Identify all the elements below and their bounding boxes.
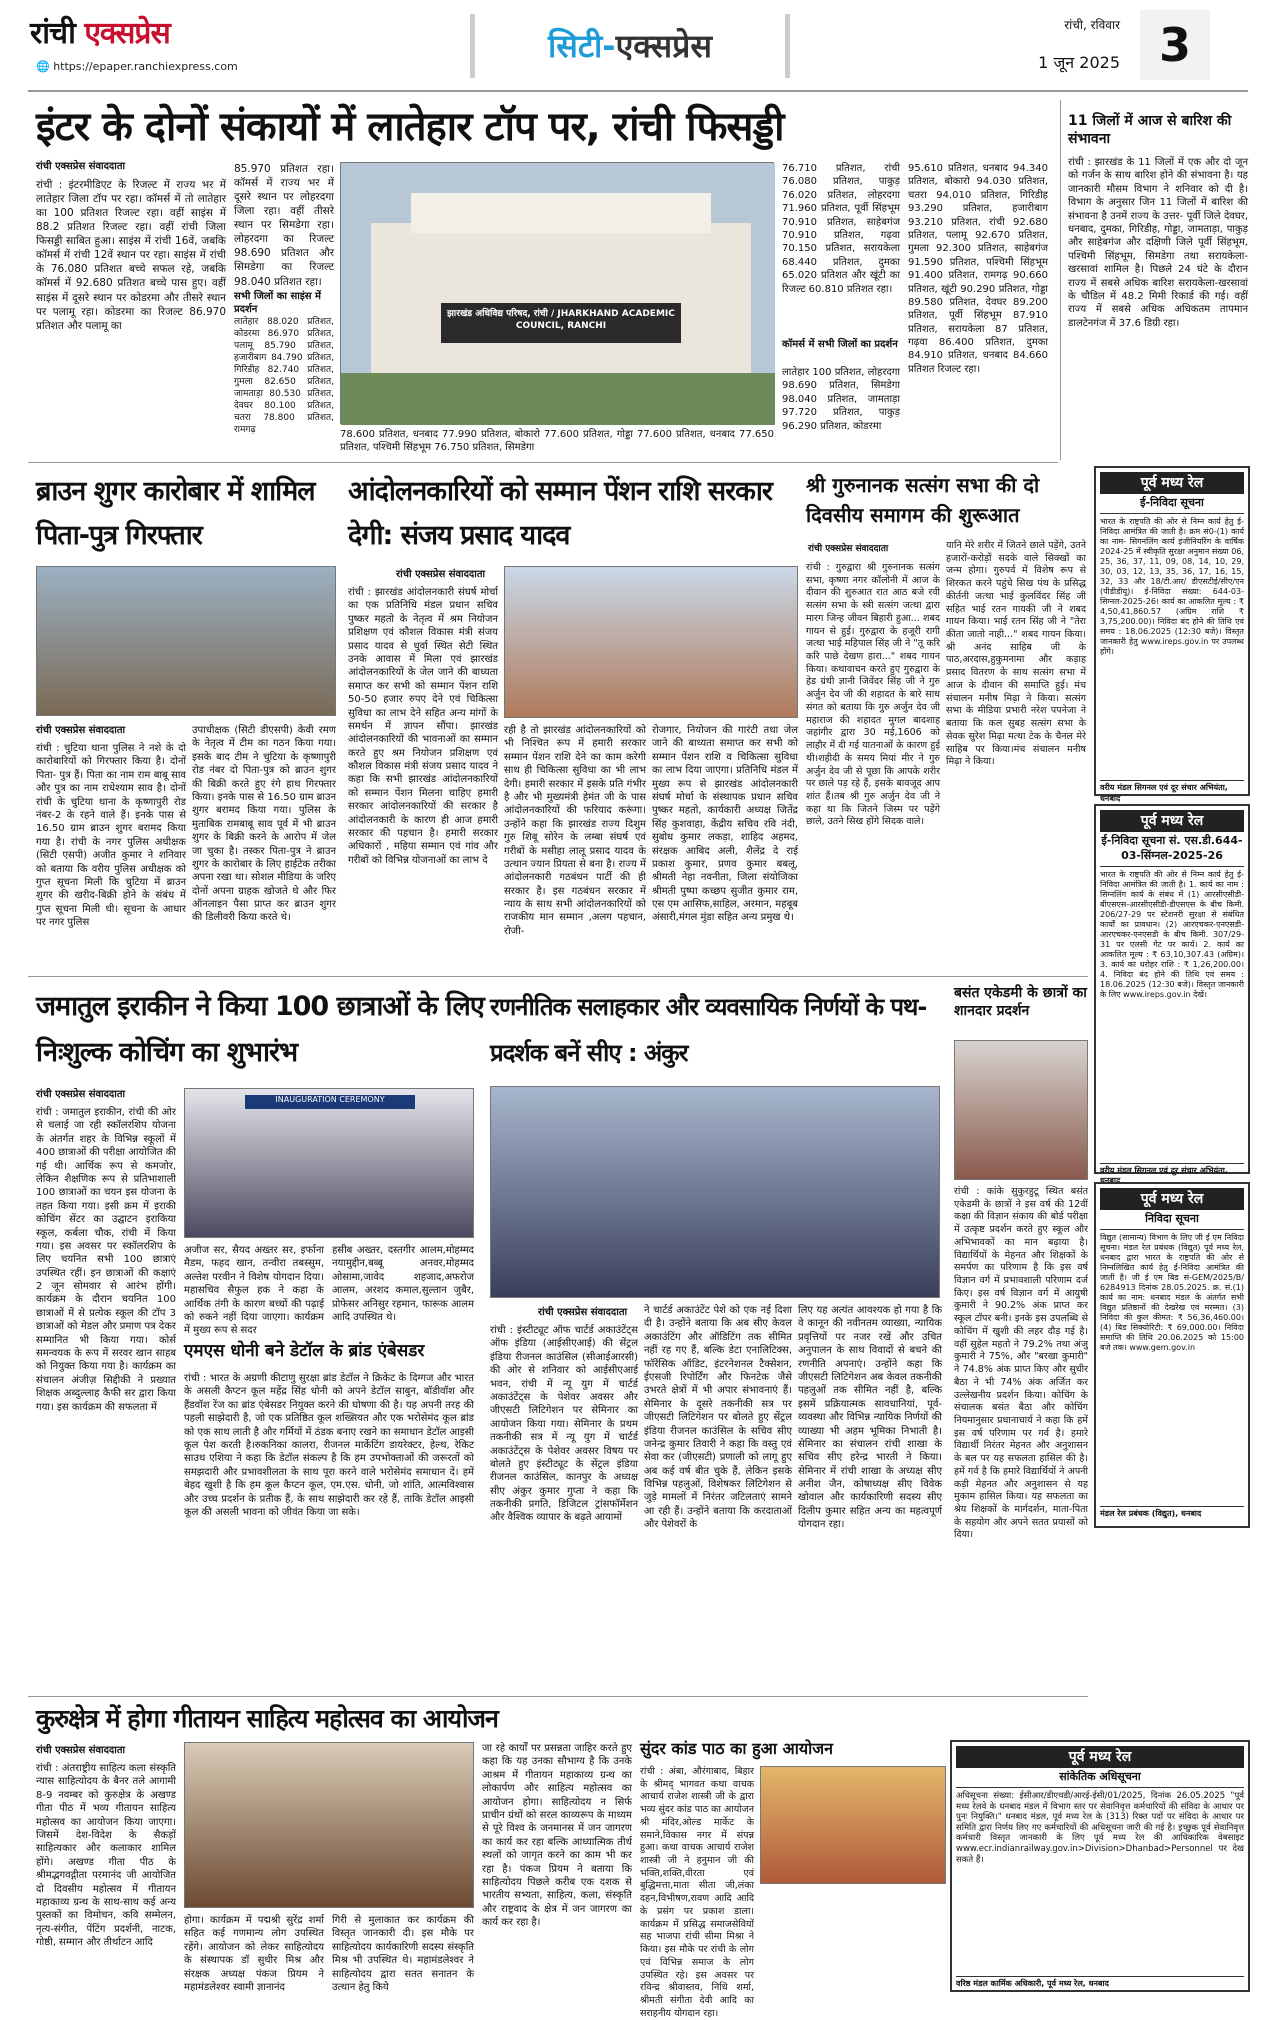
pension-col-2: रही है तो झारखंड आंदोलनकारियों को भी निश्चित रूप में हमारी सरकार सम्मान पेंशन राशि देने का काम करेगी साथ ही चिकित्सा सुविधा का भी लाभ देगी। हमारी सरकार में इसके प्रति गंभीर है और भी मुख्यमंत्री हेमंत जी के पास आंदोलनकारियों की फरियाद करूंगा। उन्होंने कहा कि झारखंड राज्य दिशुम गुरु शिबू सोरेन के लम्बा संघर्ष एवं गरीबों के मसीहा लालू प्रसाद यादव के उत्थान ज्यान प्रियता से बना है। राज्य में आंदोलनकारी गठबंधन पार्टी की ही सरकार है। इस गठबंधन सरकार में न्याय के साथ सभी आंदोलनकारियों को राजकीय मान सम्मान ,अलग पहचान, रोजी- bbox=[504, 725, 646, 937]
page-number: 3 bbox=[1140, 10, 1210, 80]
ad-head: पूर्व मध्य रेल bbox=[1100, 810, 1244, 832]
brown-byline: रांची एक्सप्रेस संवाददाता bbox=[36, 725, 126, 736]
masthead-name-a: रांची bbox=[30, 16, 75, 51]
arrest-photo bbox=[36, 566, 336, 716]
pension-photo bbox=[504, 566, 798, 718]
railway-tender-ad-3[interactable] bbox=[1094, 1182, 1250, 1528]
lead-col-4b: लातेहार 100 प्रतिशत, लोहरदगा 98.690 प्रतिशत, सिमडेगा 98.040 प्रतिशत, जामताड़ा 97.720 प्रतिशत, पाकुड़ 96.290 प्रतिशत, कोडरमा bbox=[782, 367, 900, 432]
ad-body: भारत के राष्ट्रपति की ओर से निम्न कार्य हेतु ई-निविदा आमंत्रित की जाती है। 1. कार्य का नाम : सिग्नलिंग कार्य के संबंध में (1) आरसीएसीडी-बीएसएस-आरसीएसीडी-डीएसएस के बीच किमी. 206/27-29 पर स्टेशनरी सुरक्षा से संबंधित कार्यों का प्रावधान। (2) आरएचकर-एनएसडी-आरएचकर-एनएसडी के बीच किमी. 307/29-31 पर एलसी गेट पर कार्य। 2. कार्य का आकलित मूल्य : ₹ 63,10,307.43 (अग्रिम)। 3. कार्य का धरोहर राशि : ₹ 1,26,200.00। 4. निविदा बंद होने की तिथि एवं समय : 18.06.2025 (12:30 बजे)। विस्तृत जानकारी के लिए www.ireps.gov.in देखें। bbox=[1100, 869, 1244, 999]
lead-col-1: रांची : इंटरमीडिएट के रिजल्ट में राज्य भर में लातेहार जिला टॉप पर रहा। कॉमर्स में तो लातेहार का 100 प्रतिशत रिजल्ट रहा। वहीं साइंस में 88.2 प्रतिशत रिजल्ट रहा। वहीं रांची जिला फिसड्डी साबित हुआ। साइंस में रांची 16वें, जबकि कॉमर्स में रांची 12वें स्थान पर रहा। साइंस में रांची के 76.080 प्रतिशत बच्चे सफल रहे, जबकि कॉमर्स में 92.680 प्रतिशत बच्चे पास हुए। वहीं साइंस में दूसरे स्थान पर कोडरमा और तीसरे स्थान पर पलामू रहा। कोडरमा का रिजल्ट 86.970 प्रतिशत और पलामू का bbox=[36, 179, 226, 332]
divider bbox=[1060, 100, 1061, 460]
epaper-url-text: https://epaper.ranchiexpress.com bbox=[53, 60, 238, 73]
lead-col-2b: लातेहार 88.020 प्रतिशत, कोडरमा 86.970 प्रतिशत, पलामू 85.790 प्रतिशत, हजारीबाग 84.790 प्रतिशत, गिरिडीह 82.740 प्रतिशत, गुमला 82.650 प्रतिशत, जामताड़ा 80.530 प्रतिशत, देवघर 80.100 प्रतिशत, चतरा 78.800 प्रतिशत, रामगढ़ bbox=[234, 317, 334, 436]
basant-body: रांची : कांके सुकुरहुटू स्थित बसंत एकेडमी के छात्रों ने इस वर्ष की 12वीं कक्षा की विज्ञान संकाय की बोर्ड परीक्षा में उत्कृष्ट प्रदर्शन करते हुए स्कूल और अभिभावकों का मान बढ़ाया है। विद्यार्थियों के मेहनत और शिक्षकों के समर्पण का परिणाम है कि इस वर्ष विज्ञान वर्ग में प्रभावशाली परिणाम दर्ज किए। इस वर्ष विज्ञान वर्ग में आयुषी कुमारी ने 90.2% अंक प्राप्त कर स्कूल टॉपर बनी। इनके इस उपलब्धि से कोचिंग में खुशी की लहर दौड़ गई है। वहीं सुहेल महतो ने 79.2% तथा अंजु कुमारी ने 75%, और "बरखा कुमारी" ने 74.8% अंक प्राप्त किए और सुधीर बैठा ने भी 74% अंक अर्जित कर उल्लेखनीय प्रदर्शन किया। कोचिंग के संचालक बसंत बैठा और कोचिंग नियमानुसार प्रधानाचार्य ने कहा कि हमें इस वर्ष परिणाम पर गर्व है। हमारे विद्यार्थी निरंतर मेहनत और अनुशासन के बल पर यह सफलता हासिल की है। हमें गर्व है कि हमारे विद्यार्थियों ने अपनी कड़ी मेहनत और अनुशासन से यह मुकाम हासिल किया। यह सफलता का श्रेय शिक्षकों के मार्गदर्शन, माता-पिता के सहयोग और अपने सतत प्रयासों को दिया। bbox=[954, 1186, 1088, 1541]
jamatul-photo bbox=[184, 1088, 474, 1238]
lead-under-photo: 78.600 प्रतिशत, धनबाद 77.990 प्रतिशत, बोकारो 77.600 प्रतिशत, गोड्डा 77.600 प्रतिशत, धनबाद 77.650 प्रतिशत, पश्चिमी सिंहभूम 76.750 प्रतिशत, सिमडेगा bbox=[340, 429, 774, 454]
pension-col-1: रांची : झारखंड आंदोलनकारी संघर्ष मोर्चा का एक प्रतिनिधि मंडल प्रधान सचिव पुष्कर महतो के नेतृत्व में श्रम नियोजन प्रशिक्षण एवं कौशल विकास मंत्री संजय प्रसाद यादव से धुर्वा स्थित सेटी स्थित उनके आवास में मिला एवं झारखंड आंदोलनकारियों के जेल जाने की बाध्यता समाप्त कर सभी को सम्मान पेंशन राशि 50-50 हजार रुपए देने एवं चिकित्सा सुविधा का लाभ देने सहित अन्य मांगों के समर्थन में ज्ञापन सौंपा। झारखंड आंदोलनकारियों की भावनाओं का सम्मान करते हुए श्रम नियोजन प्रशिक्षण एवं कौशल विकास मंत्री संजय प्रसाद यादव ने कहा कि सभी झारखंड आंदोलनकारियों को सम्मान पेंशन मिलना चाहिए हमारी सरकार आंदोलनकारियों की सरकार है आंदोलनकारी के कारण ही आज हमारी सरकार की पहचान है। हमारी सरकार अधिकारों , महिया सम्मान एवं गांव और गरीबों को विभिन्न योजनाओं का लाभ दे bbox=[348, 587, 498, 866]
ad-body: भारत के राष्ट्रपति की ओर से निम्न कार्य हेतु ई-निविदा आमंत्रित की जाती है। क्रम सं0-(1) कार्य का नाम- सिगनलिंग कार्य इंजीनियरिंग के वार्षिक 2024-25 में स्वीकृति सुरक्षा अनुमान संख्या 06, 25, 36, 37, 11, 09, 08, 14, 10, 29, 30, 03, 12, 13, 35, 36, 17, 16, 15, 32, 33 और 18/टी.आर/ डीएसटीई/सीए/एन (पीडीडीयू)। ई-निविदा संख्या: 644-03-सिग्नल-2025-26। कार्य का आकलित मूल्य : ₹ 4,50,41,860.57 (अग्रिम राशि ₹ 3,75,200.00)। निविदा बंद होने की तिथि एवं समय : 18.06.2025 (12:30 बजे)। विस्तृत जानकारी हेतु www.ireps.gov.in पर उपलब्ध होंगे। bbox=[1100, 516, 1244, 656]
divider bbox=[28, 976, 1088, 977]
jamatul-col-2: अजीज सर, सैयद अख्तर सर, इर्फाना मैडम, फहद खान, तन्वीरा तबस्सुम, अल्तेश परवीन ने विशेष योगदान दिया। महासचिव सैफुल हक ने कहा के आर्थिक तंगी के कारण बच्चों की पढ़ाई को रुकने नहीं दिया जाएगा। कार्यक्रम में मुख्य रूप से सदर bbox=[184, 1245, 324, 1337]
ad-foot: वरीय मंडल सिगनल एवं दूर संचार अभियंता, धनबाद bbox=[1100, 1163, 1244, 1187]
ca-byline: रांची एक्सप्रेस संवाददाता bbox=[538, 1307, 628, 1318]
brown-col-2: उपाधीक्षक (सिटी डीएसपी) केवी रमण के नेतृत्व में टीम का गठन किया गया। इसके बाद टीम ने चुटिया के कृष्णापुरी रोड नंबर दो पिता-पुत्र को ब्राउन शुगर की बिक्री करते हुए रंगे हाथ गिरफ्तार किया। इनके पास से 16.50 ग्राम ब्राउन शुगर बरामद किया गया। पुलिस के मुताबिक रामबाबू साव पूर्व में भी ब्राउन शुगर के बिक्री करने के आरोप में जेल जा चुका है। तस्कर पिता-पुत्र ने ब्राउन शुगर के कारोबार के लिए हाईटेक तरीका अपना रखा था। सोशल मीडिया के जरिए दोनों अपना ग्राहक खोजते थे और फिर ऑनलाइन पैसा प्राप्त कर ब्राउन शुगर की डिलीवरी किया करते थे। bbox=[192, 725, 336, 924]
pension-headline: आंदोलनकारियों को सम्मान पेंशन राशि सरकार देगी: संजय प्रसाद यादव bbox=[348, 476, 772, 551]
ca-col-2: ने चार्टर्ड अकाउंटेंट पेशे को एक नई दिशा दी है। उन्होंने बताया कि अब सीए केवल अकाउंटिंग और ऑडिटिंग तक सीमित नहीं रह गए हैं, बल्कि डेटा एनालिटिक्स, फॉरेंसिक ऑडिट, इंटरनेशनल टैक्सेशन, ईएसजी रिपोर्टिंग और फिनटेक जैसे उभरते क्षेत्रों में भी अपार संभावनाएं हैं। सेमिनार के दूसरे तकनीकी सत्र पर जीएसटी लिटिगेशन पर बोलते हुए सेंट्रल इंडिया रीजनल काउंसिल के सचिव सीए जनेन्द्र कुमार तिवारी ने कहा कि वस्तु एवं सेवा कर (जीएसटी) प्रणाली को लागू हुए अब कई वर्ष बीत चुके हैं, लेकिन इसके विभिन्न पहलुओं, विशेषकर लिटिगेशन से जुड़े मामलों में निरंतर जटिलताएं सामने आ रही हैं। उन्होंने बताया कि करदाताओं और पेशेवरों के bbox=[644, 1305, 792, 1531]
kurukshetra-col-4: जा रहे कार्यों पर प्रसन्नता जाहिर करते हुए कहा कि यह उनका सौभाग्य है कि उनके आश्रम में गीतायन महाकाव्य ग्रन्थ का लोकार्पण और साहित्य महोत्सव का आयोजन होगा। साहित्योदय न सिर्फ प्राचीन ग्रंथों को सरल काव्यरूप के माध्यम से पूरे विश्व के जनमानस में जन जागरण का कार्य कर रहा बल्कि आध्यात्मिक तीर्थ स्थलों को जागृत करने का काम भी कर रहा है। पंकज प्रियम ने बताया कि साहित्योदय पिछले करीब एक दशक से भारतीय सभ्यता, साहित्य, कला, संस्कृति और राष्ट्रवाद के क्षेत्र में जन जागरण का कार्य कर रहा है। bbox=[482, 1743, 632, 1929]
lead-col-5: 95.610 प्रतिशत, धनबाद 94.340 प्रतिशत, बोकारो 94.030 प्रतिशत, चतरा 94.010 प्रतिशत, गिरिडीह 93.290 प्रतिशत, हजारीबाग 93.210 प्रतिशत, रांची 92.680 प्रतिशत, पलामू 92.670 प्रतिशत, गुमला 92.300 प्रतिशत, साहेबगंज 91.590 प्रतिशत, पश्चिमी सिंहभूम 91.400 प्रतिशत, रामगढ़ 90.660 प्रतिशत, खूंटी 90.290 प्रतिशत, गोड्डा 89.580 प्रतिशत, देवघर 89.200 प्रतिशत, पूर्वी सिंहभूम 87.910 प्रतिशत, सरायकेला 87 प्रतिशत, गढ़वा 86.400 प्रतिशत, दुमका 84.910 प्रतिशत, धनबाद 84.660 प्रतिशत रिजल्ट रहा। bbox=[908, 163, 1048, 375]
place-day: रांची, रविवार bbox=[1064, 18, 1120, 32]
masthead-logo bbox=[30, 14, 300, 54]
ad-head: पूर्व मध्य रेल bbox=[956, 1746, 1244, 1768]
council-sign: झारखंड अधिविद्य परिषद, रांची / JHARKHAND ACADEMIC COUNCIL, RANCHI bbox=[447, 309, 675, 331]
sundar-body-top bbox=[640, 1766, 754, 2019]
satsang-headline: श्री गुरुनानक सत्संग सभा की दो दिवसीय समागम की शुरूआत bbox=[806, 473, 1040, 527]
sundar-body: रांची : अंबा, औरंगाबाद, बिहार के श्रीमद् भागवत कथा वाचक आचार्य राजेश शास्त्री जी के द्वारा भव्य सुंदर कांड पाठ का आयोजन श्री मंदिर,ओल्ड मार्केट के समाने,विकास नगर में संपन्न हुआ। कथा वाचक आचार्य राजेश शास्त्री जी ने हनुमान जी की भक्ति,शक्ति,वीरता एवं बुद्धिमत्ता,माता सीता जी,लंका दहन,विभीषण,रावण आदि आदि के प्रसंग पर प्रकाश डाला। कार्यक्रम में प्रसिद्ध समाजसेवियों सह भाजपा रांची सीमा मिश्रा ने किया। इस मौके पर रांची के लोग एवं विभिन्न समाज के लोग उपस्थित रहे। इस अवसर पर रविन्द्र श्रीवास्तव, निधि शर्मा, श्रीमती संगीता देवी आदि का सराहनीय योगदान रहा। bbox=[640, 1766, 754, 2019]
railway-notification-ad[interactable] bbox=[950, 1740, 1250, 1992]
dhoni-body: रांची : भारत के अग्रणी कीटाणु सुरक्षा ब्रांड डेटॉल ने क्रिकेट के दिग्गज और भारत के असली कैप्टन कूल महेंद्र सिंह धोनी को अपने डेटॉल साबुन, बॉडीवॉश और हैंडवॉश रेंज का ब्रांड एंबेसडर नियुक्त करने की घोषणा की है। यह अपनी तरह की पहली साझेदारी है, जो एक प्रतिष्ठित कूल शख्सियत और एक भरोसेमंद कूल ब्रांड को एक साथ लाती है और गर्मियों में ठंडक बनाए रखने का समाधान डेटॉल आइसी कूल पेश करती है।रुकनिका कालरा, रीजनल मार्केटिंग डायरेक्टर, हेल्थ, रेकिट साउथ एशिया ने कहा कि डेटॉल संकल्प है कि हम उपभोक्ताओं की जरूरतों को समझदारी और प्रभावशीलता के साथ पूरा करने वाले भरोसेमंद समाधान दें। हमें बेहद खुशी है कि हम कूल कैप्टन कूल, एम.एस. धोनी, जो शांति, आत्मविश्वास और उच्च प्रदर्शन के प्रतीक हैं, के साथ साझेदारी कर रहे हैं, ताकि डेटॉल आइसी कूल की असली भावना को जीवंत किया जा सके। bbox=[184, 1373, 474, 1518]
ca-col-3: लिए यह अत्यंत आवश्यक हो गया है कि वे कानून की नवीनतम व्याख्या, न्यायिक प्रवृत्तियों पर नजर रखें और उचित अनुपालन के साथ विवादों से बचने की रणनीति अपनाएं। उन्होंने कहा कि जीएसटी लिटिगेशन अब केवल तकनीकी पहलुओं तक सीमित नहीं है, बल्कि इसमें प्रक्रियात्मक सावधानियां, पूर्व-व्यवस्था और विभिन्न न्यायिक निर्णयों की व्याख्या भी अहम भूमिका निभाती है। सेमिनार का संचालन रांची शाखा के सचिव सीए हरेन्द्र भारती ने किया। सेमिनार में रांची शाखा के अध्यक्ष सीए अनीश जैन, कोषाध्यक्ष सीए विवेक खोवाल और कार्यकारिणी सदस्य सीए दिलीप कुमार सहित अन्य का महत्वपूर्ण योगदान रहा। bbox=[798, 1305, 942, 1531]
ad-sub: ई-निविदा सूचना सं. एस.डी.644-03-सिंग्नल-2025-26 bbox=[1100, 832, 1244, 866]
ad-foot: मंडल रेल प्रबंधक (विद्युत), धनबाद bbox=[1100, 1506, 1244, 1520]
kurukshetra-headline: कुरुक्षेत्र में होगा गीतायन साहित्य महोत्सव का आयोजन bbox=[36, 1704, 498, 1733]
section-title-b: एक्सप्रेस bbox=[615, 26, 713, 65]
section-title-a: सिटी- bbox=[547, 26, 616, 65]
ad-sub: सांकेतिक अधिसूचना bbox=[956, 1768, 1244, 1788]
ca-seminar-photo bbox=[490, 1086, 940, 1298]
masthead-name-b: एक्सप्रेस bbox=[84, 16, 170, 51]
student-photo bbox=[954, 1040, 1088, 1180]
kurukshetra-col-1: रांची : अंतराष्ट्रीय साहित्य कला संस्कृति न्यास साहित्योदय के बैनर तले आगामी 8-9 नवम्बर को कुरुक्षेत्र के अखण्ड गीता पीठ में भव्य गीतायन साहित्य महोत्सव का आयोजन किया जाएगा। जिसमें देश-विदेश के सैकड़ों साहित्यकार और कलाकार शामिल होंगे। अखण्ड गीता पीठ के श्रीमद्भगवद्गीता परमानंद जी आयोजित दो दिवसीय महोत्सव में गीतायन महाकाव्य ग्रन्थ के साथ-साथ कई अन्य पुस्तकों का विमोचन, कवि सम्मेलन, नृत्य-संगीत, पेंटिंग प्रदर्शनी, नाटक, गोष्ठी, सम्मान और तीर्थाटन आदि bbox=[36, 1763, 176, 1949]
basant-headline: बसंत एकेडमी के छात्रों का शानदार प्रदर्शन bbox=[954, 985, 1087, 1020]
epaper-url[interactable] bbox=[36, 60, 276, 74]
sundar-headline: सुंदर कांड पाठ का हुआ आयोजन bbox=[640, 1739, 834, 1758]
ad-head: पूर्व मध्य रेल bbox=[1100, 472, 1244, 494]
kurukshetra-col-2: होगा। कार्यक्रम में पद्मश्री सुरेंद्र शर्मा सहित कई गणमान्य लोग उपस्थित रहेंगे। आयोजन को लेकर साहित्योदय के संस्थापक डॉ सुधीर मिश्र और संरक्षक अध्यक्ष पंकज प्रियम ने महामंडलेश्वर स्वामी ज्ञानानंद bbox=[184, 1915, 324, 1993]
ca-headline: रणनीतिक सलाहकार और व्यवसायिक निर्णयों के पथ-प्रदर्शक बनें सीए : अंकुर bbox=[490, 993, 927, 1067]
ad-body: अधिसूचना संख्या: ईसीआर/डीएचडी/आरई-ईसी/01/2025, दिनांक 26.05.2025 "पूर्व मध्य रेलवे के धनबाद मंडल में विभाग स्तर पर सेवानिवृत्त कर्मचारियों की संविदा के आधार पर पुनः नियुक्ति।" धनबाद मंडल, पूर्व मध्य रेल के (313) रिक्त पदों पर संविदा के आधार पर समिति द्वारा निर्णय लिए गए कर्मचारियों की अधिसूचना जारी की गई है। इच्छुक पूर्व सेवानिवृत्त कर्मचारी विस्तृत जानकारी के लिए पूर्व मध्य रेल की आधिकारिक वेबसाइट www.ecr.indianrailway.gov.in>Division>Dhanbad>Personnel पर देख सकते हैं। bbox=[956, 1790, 1244, 1865]
academic-council-photo bbox=[340, 162, 774, 424]
brown-headline: ब्राउन शुगर कारोबार में शामिल पिता-पुत्र गिरफ्तार bbox=[36, 476, 315, 551]
dhoni-headline: एमएस धोनी बने डेटॉल के ब्रांड एंबेसडर bbox=[184, 1341, 425, 1361]
divider bbox=[28, 462, 1058, 463]
railway-tender-ad-2[interactable] bbox=[1094, 804, 1250, 1186]
kurukshetra-col-3: गिरी से मुलाकात कर कार्यक्रम की विस्तृत जानकारी दी। इस मौके पर साहित्योदय कार्यकारिणी सदस्य संस्कृति मिश्र भी उपस्थित थे। महामंडलेश्वर ने साहित्योदय द्वारा सतत सनातन के उत्थान हेतु किये bbox=[332, 1915, 474, 1993]
pension-byline: रांची एक्सप्रेस संवाददाता bbox=[396, 569, 486, 580]
building-illustration bbox=[341, 163, 775, 425]
brown-col-1: रांची : चुटिया थाना पुलिस ने नशे के दो कारोबारियों को गिरफ्तार किया है। दोनों पिता- पुत्र हैं। पिता का नाम राम बाबू साव और पुत्र का नाम राधेश्याम साव है। दोनों रांची के चुटिया थाना के कृष्णापुरी रोड नंबर-2 के रहने वाले हैं। इनके पास से 16.50 ग्राम ब्राउन शुगर बरामद किया गया है। रांची के नगर पुलिस अधीक्षक (सिटी एसपी) अजीत कुमार ने शनिवार को बताया कि वरीय पुलिस अधीक्षक को गुप्त सूचना मिली कि चुटिया में ब्राउन शुगर की खरीद-बिक्री होने के संबंध में गुप्त सूचना मिली थी। सूचना के आधार पर नगर पुलिस bbox=[36, 743, 186, 929]
lead-sub-commerce: कॉमर्स में सभी जिलों का प्रदर्शन bbox=[782, 339, 898, 350]
ca-col-1: रांची : इंस्टीट्यूट ऑफ चार्टर्ड अकाउंटेंट्स ऑफ इंडिया (आईसीएआई) की सेंट्रल इंडिया रीजनल काउंसिल (सीआईआरसी) की ओर से शनिवार को आईसीएआई भवन, रांची में न्यू युग में चार्टर्ड अकाउंटेंट्स के पेशेवर अवसर और जीएसटी लिटिगेशन पर सेमिनार का आयोजन किया गया। सेमिनार के प्रथम तकनीकी सत्र में न्यू युग में चार्टर्ड अकाउंटेंट्स के पेशेवर अवसर विषय पर बोलते हुए इंस्टीट्यूट के सेंट्रल इंडिया रीजनल काउंसिल, कानपुर के अध्यक्ष सीए अंकुर कुमार गुप्ता ने कहा कि तकनीकी प्रगति, डिजिटल ट्रांसफॉर्मेशन और वैश्विक व्यापार के बढ़ते आयामों bbox=[490, 1325, 638, 1524]
ad-head: पूर्व मध्य रेल bbox=[1100, 1188, 1244, 1210]
satsang-col-1: रांची : गुरुद्वारा श्री गुरुनानक सत्संग सभा, कृष्णा नगर कॉलोनी में आज के दीवान की शुरुआत रात आठ बजे रवी सत्संग सभा के स्त्री सत्संग जत्था द्वारा मारग जिन्ह जीवन बिहारी हुआ... शबद गायन से हुई। गुरुद्वारा के हजूरी रागी जत्था भाई महिपाल सिंह जी ने "तू करि करि पाछे देखण हारा..." शबद गायन किया। कथावाचन करते हुए गुरुद्वारा के हेड ग्रंथी ज्ञानी जिवेंदर सिंह जी ने गुरु अर्जुन देव जी की शहादत के बारे साध संगत को बताया कि गुरु अर्जुन देव जी महाराज की शहादत मुगल बादशाह जहांगीर द्वारा 30 मई,1606 को लाहौर में दी गई यातनाओं के कारण हुई थी।शहीदी के समय मियां मीर ने गुरु अर्जुन देव जी से पूछा कि आपके शरीर पर छाले पड़ रहे हैं, इसके बावजूद आप शांत हैं।तब श्री गुरु अर्जुन देव जी ने कहा था कि जितने जिस्म पर पड़ेंगे छाले, उतने सिख होंगे सिदक वाले। bbox=[806, 562, 940, 828]
globe-icon: 🌐 bbox=[36, 60, 54, 73]
satsang-col-2: यानि मेरे शरीर में जितने छाले पड़ेंगे, उतने हजारों-करोड़ों सदके वाले सिक्खों का जन्म होगा। गुरुपर्व में विशेष रूप से शिरकत करने पहुंचे सिख पंथ के प्रसिद्ध कीर्तनी जत्था भाई कुलविंदर सिंह जी सहित भाई रतन गायकी जी ने शबद गायन किया। भाई रतन सिंह जी ने "तेरा कीता जातो नाही..." शबद गायन किया। श्री अनंद साहिब जी के पाठ,अरदास,हुकुमनामा और कड़ाह प्रसाद वितरण के साथ सत्संग सभा में आज के दीवान की समाप्ति हुई। मंच संचालन मनीष मिढ़ा ने किया। सत्संग सभा के मीडिया प्रभारी नरेश पपनेजा ने बताया कि कल सुबह सत्संग सभा के सेवक सुरेश मिढ़ा मत्था टेक के चैनल मेरे साहिब पर किया।मंच संचालन मनीष मिढ़ा ने किया। bbox=[946, 540, 1086, 768]
lead-byline: रांची एक्सप्रेस संवाददाता bbox=[36, 161, 126, 172]
lead-sub-science: सभी जिलों का साइंस में प्रदर्शन bbox=[234, 291, 321, 316]
jamatul-col-1: रांची : जमातुल इराकीन, रांची की ओर से चलाई जा रही स्कॉलरशिप योजना के अंतर्गत शहर के विभिन्न स्कूलों में 400 छात्राओं की परीक्षा आयोजित की गई थी। आर्थिक रूप से कमजोर, लेकिन शैक्षणिक रूप से प्रतिभाशाली 100 छात्राओं का चयन इस योजना के तहत किया गया। इसी क्रम में इराकी कोचिंग सेंटर का उद्घाटन इराकिया स्कूल, कर्बला चौक, रांची में किया गया। इस अवसर पर स्कॉलरशिप के लिए चयनित सभी 100 छात्राएं उपस्थित रहीं। इन छात्राओं की कक्षाएं 2 जून सोमवार से आरंभ होंगी। कार्यक्रम के दौरान चयनित 100 छात्राओं में से प्रत्येक स्कूल की टॉप 3 छात्राओं को मेडल और प्रमाण पत्र देकर सम्मानित भी किया गया। कोर्स समन्वयक के रूप में सरवर खान साहब को नियुक्त किया गया है। कार्यक्रम का संचालन अंजीज़ सिद्दीकी ने प्रख्यात शिक्षक अब्दुल्लाह कैफी सर द्वारा किया गया। इस कार्यक्रम की सफलता में bbox=[36, 1107, 176, 1413]
issue-date: 1 जून 2025 bbox=[1038, 53, 1120, 72]
kurukshetra-photo bbox=[184, 1742, 474, 1908]
lead-col-2: 85.970 प्रतिशत रहा। कॉमर्स में राज्य भर में दूसरे स्थान पर लोहरदगा जिला रहा। वहीं तीसरे स्थान पर सिमडेगा रहा। लोहरदगा का रिजल्ट 98.690 प्रतिशत और सिमडेगा का रिजल्ट 98.040 प्रतिशत रहा। bbox=[234, 163, 334, 288]
rain-body: रांची : झारखंड के 11 जिलों में एक और दो जून को गर्जन के साथ बारिश होने की संभावना है। यह जानकारी मौसम विभाग ने शनिवार को दी है। विभाग के अनुसार जिन 11 जिलों में बारिश की संभावना है उनमें राज्य के उत्तर- पूर्वी जिले देवघर, धनबाद, दुमका, गिरिडीह, गोड्डा, जामताड़ा, पाकुड़ और साहेबगंज और दक्षिणी जिले पूर्वी सिंहभूम, पश्चिमी सिंहभूम, सिमडेगा तथा सरायकेला-खरसावां शामिल है। पिछले 24 घंटे के दौरान राज्य में सबसे अधिक बारिश सरायकेला-खरसावां के चौडिल में 48.2 मिमी रिकार्ड की गई। वहीं राज्य में सबसे अधिक अधिकतम तापमान डालटेनगंज में 37.6 डिग्री रहा। bbox=[1068, 157, 1248, 329]
ad-body: विद्युत (सामान्य) विभाग के लिए जी ई एम निविदा सूचना। मंडल रेल प्रबंधक (विद्युत) पूर्व मध्य रेल, धनबाद द्वारा भारत के राष्ट्रपति की ओर से निम्नलिखित कार्य हेतु ई-निविदा आमंत्रित की जाती है। जी ई एम बिड सं-GEM/2025/B/ 6284913 दिनांक 28.05.2025. क्र. सं.(1) कार्य का नाम: धनबाद मंडल के अंतर्गत सभी विद्युत प्रतिष्ठानों की देखरेख एवं मरम्मत। (3) निविदा की कुल कीमत: ₹ 56,36,460.00। (4) बिड सिक्योरिटी: ₹ 69,000.00। निविदा समाप्ति की तिथि 20.06.2025 को 15:00 बजे तक। www.gem.gov.in bbox=[1100, 1232, 1244, 1352]
railway-tender-ad-1[interactable] bbox=[1094, 466, 1250, 803]
kurukshetra-byline: रांची एक्सप्रेस संवाददाता bbox=[36, 1745, 126, 1756]
divider bbox=[28, 1696, 1088, 1697]
lead-headline: इंटर के दोनों संकायों में लातेहार टॉप पर, रांची फिसड्डी bbox=[36, 104, 784, 150]
masthead-rule bbox=[28, 90, 1248, 92]
jamatul-byline: रांची एक्सप्रेस संवाददाता bbox=[36, 1089, 126, 1100]
pension-col-3: रोजगार, नियोजन की गारंटी तथा जेल जाने की बाध्यता समाप्त कर सभी को सम्मान पेंशन राशि व चिकित्सा सुविधा का लाभ दिया जाएगा। प्रतिनिधि मंडल में मुख्य रूप से झारखंड आंदोलनकारी संघर्ष मोर्चा के संस्थापक प्रधान सचिव पुष्कर महतो, कार्यकारी अध्यक्ष जितेंद्र सिंह कुशवाहा, केंद्रीय सचिव रवि नंदी, सुबोध कुमार लकड़ा, शाहिद अहमद, संरक्षक आबिद अली, शैलेंद्र दे राई प्रकाश कुमार, प्रणव कुमार बबलू, श्रीमती नेहा नवनीता, जिला संयोजिका श्रीमती पुष्पा कच्छप सुजीत कुमार राम, एस एम आसिफ,साहिल, अरमान, महबूब अंसारी,मंगल मुंडा सहित अन्य प्रमुख थे। bbox=[652, 725, 798, 924]
ad-sub: निविदा सूचना bbox=[1100, 1210, 1244, 1230]
satsang-byline: रांची एक्सप्रेस संवाददाता bbox=[808, 544, 889, 554]
sundar-photo bbox=[760, 1766, 946, 1884]
ad-foot: वरिष्ठ मंडल कार्मिक अधिकारी, पूर्व मध्य रेल, धनबाद bbox=[956, 1976, 1244, 1990]
ad-foot: वरीय मंडल सिगनल एवं दूर संचार अभियंता, धनबाद bbox=[1100, 780, 1244, 804]
jamatul-headline: जमातुल इराकीन ने किया 100 छात्राओं के लिए निःशुल्क कोचिंग का शुभारंभ bbox=[36, 991, 484, 1068]
lead-col-4: 76.710 प्रतिशत, रांची 76.080 प्रतिशत, पाकुड़ 76.020 प्रतिशत, लोहरदगा 71.960 प्रतिशत, पूर्वी सिंहभूम 70.910 प्रतिशत, साहेबगंज 70.910 प्रतिशत, गढ़वा 70.150 प्रतिशत, सरायकेला 68.440 प्रतिशत, दुमका 65.020 प्रतिशत और खूंटी का रिजल्ट 60.810 प्रतिशत रहा। bbox=[782, 163, 900, 295]
section-banner bbox=[470, 14, 790, 78]
rain-headline: 11 जिलों में आज से बारिश की संभावना bbox=[1068, 113, 1232, 148]
ad-sub: ई-निविदा सूचना bbox=[1100, 494, 1244, 514]
jamatul-col-3: हसीब अख्तर, दस्तगीर आलम,मोहम्मद नयामुद्दीन,बब्बू अनवर,मोहम्मद ओसामा,जावेद शहजाद,अफरोज आलम, अरशद कमाल,सुल्तान जुबैर, प्रोफेसर अनिसुर रहमान, फारूक आलम आदि उपस्थित थे। bbox=[332, 1245, 474, 1323]
ceremony-banner: INAUGURATION CEREMONY bbox=[245, 1095, 415, 1109]
